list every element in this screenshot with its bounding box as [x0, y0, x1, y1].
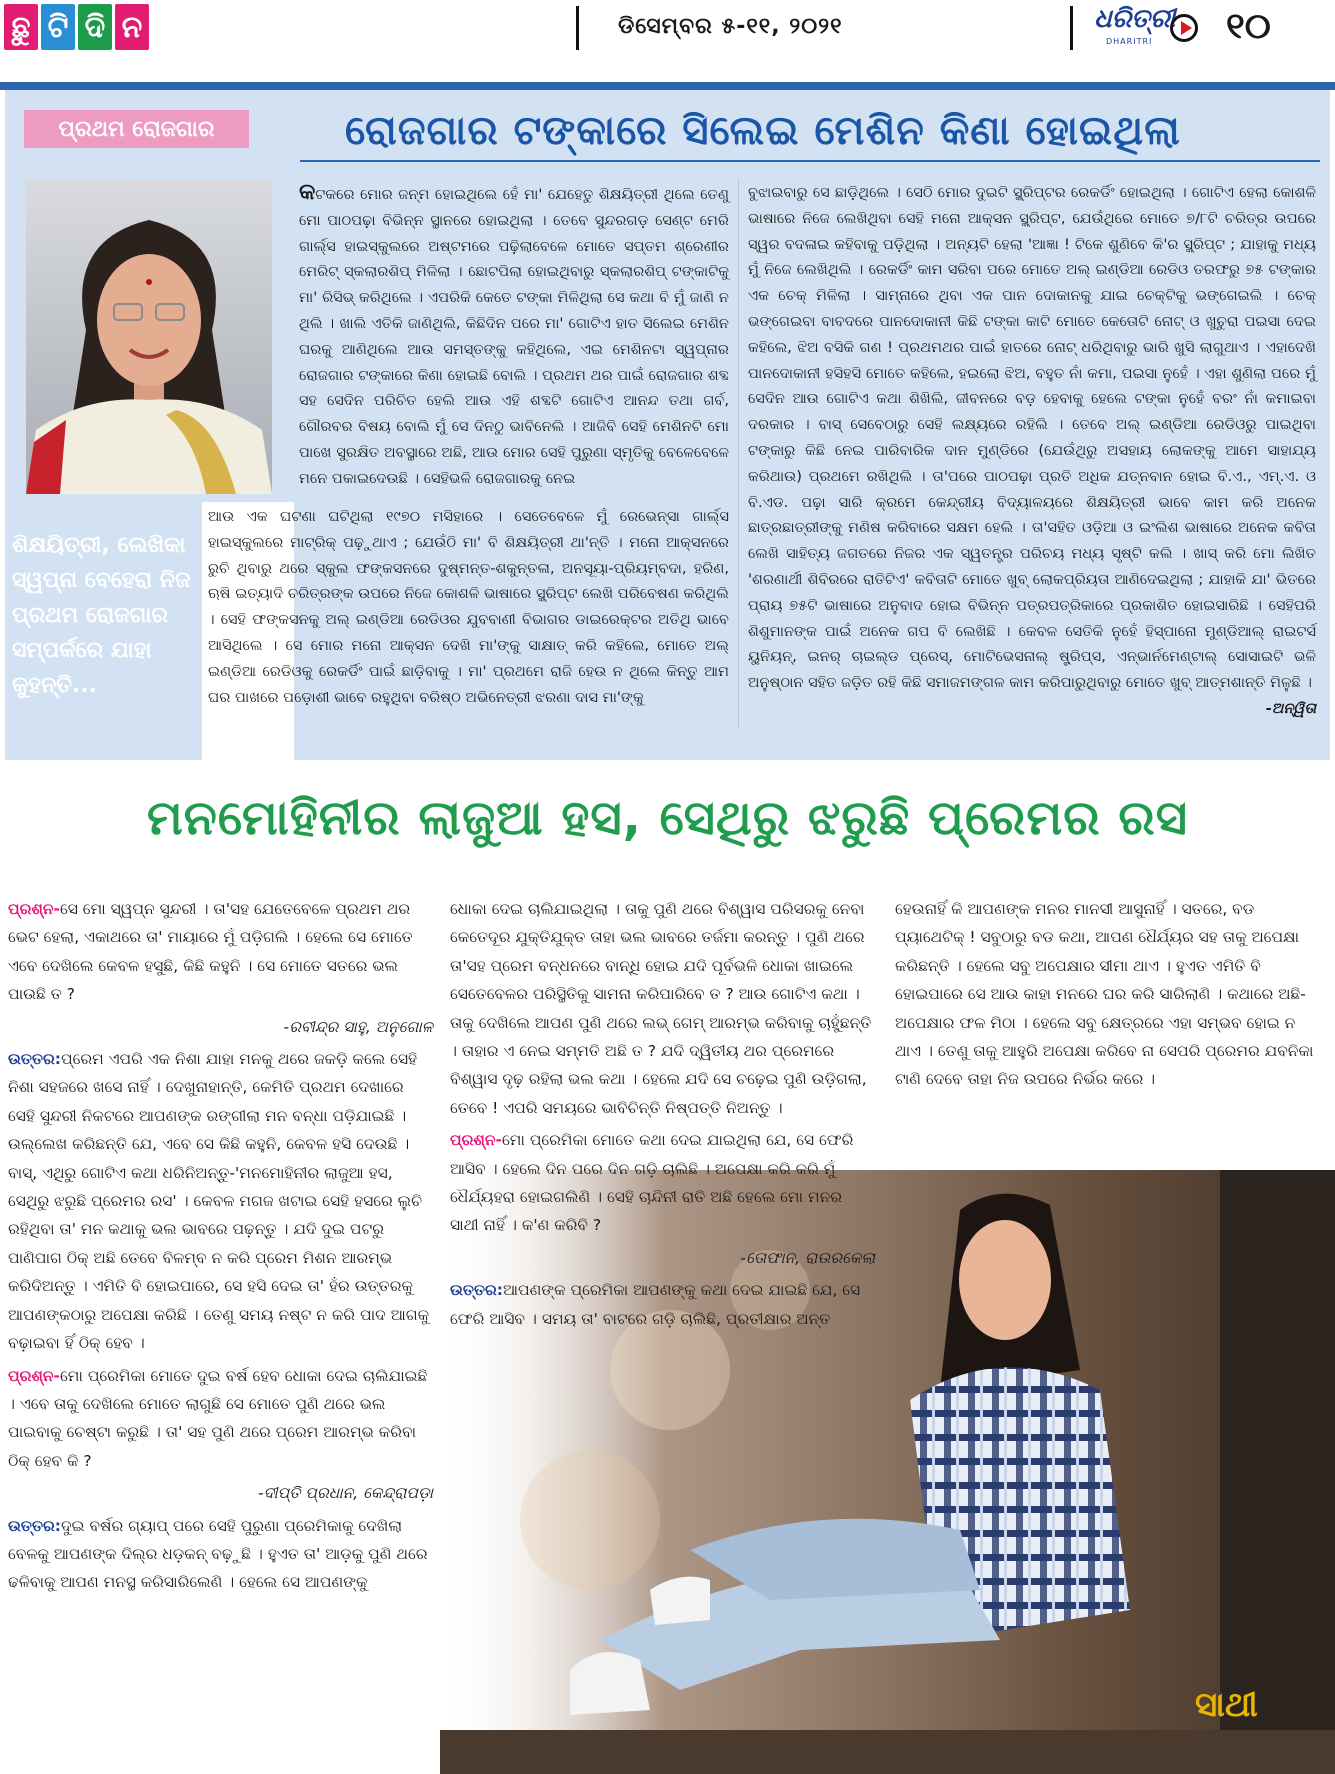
answer-label: ଉତ୍ତର: [8, 1516, 61, 1535]
column-divider [738, 178, 739, 728]
question-text: ମୋ ପ୍ରେମିକା ମୋତେ କଥା ଦେଇ ଯାଇଥିଲା ଯେ, ସେ ଫେରି ଆସିବ । ହେଲେ ଦିନ ପରେ ଦିନ ଗଡ଼ି ଚାଲିଛି । ଅପେକ୍ଷା କରି କରି ମୁଁ ଧୈର୍ଯ୍ୟହରା ହୋଇଗଲିଣି । ସେହି ଚାନ୍ଦିନୀ ରାତି ଅଛି ହେଲେ ମୋ ମନର ସାଥୀ ନାହିଁ । କ'ଣ କରିବି ? [450, 1131, 854, 1235]
article-column-1a [299, 180, 729, 492]
column-name: ସାଥୀ [1195, 1685, 1258, 1725]
section-logo-letter: ଟି [41, 4, 75, 50]
author-caption: ଶିକ୍ଷୟିତ୍ରୀ, ଲେଖିକା ସ୍ୱପ୍ନା ବେହେରା ନିଜ ପ୍ରଥମ ରୋଜଗାର ସମ୍ପର୍କରେ ଯାହା କୁହନ୍ତି... [12, 533, 191, 698]
article-body: ବୁଝାଇବାରୁ ସେ ଛାଡ଼ିଥିଲେ । ସେଠି ମୋର ଦୁଇଟି ସ୍କ୍ରିପ୍ଟର ରେକର୍ଡିଂ ହୋଇଥିଲା । ଗୋଟିଏ ହେଲା କୋଶଳି ଭାଷାରେ ନିଜେ ଲେଖିଥିବା ସେହି ମନୋ ଆକ୍ସନ ସ୍କ୍ରିପ୍ଟ, ଯେଉଁଥିରେ ମୋତେ ୭/୮ଟି ଚରିତ୍ର ଉପରେ ସ୍ୱର ବଦଳାଇ କହିବାକୁ ପଡ଼ିଥିଲା । ଅନ୍ୟଟି ହେଲା 'ଆଜ୍ଞା ! ଟିକେ ଶୁଣିବେ କି'ର ସ୍କ୍ରିପ୍ଟ ; ଯାହାକୁ ମଧ୍ୟ ମୁଁ ନିଜେ ଲେଖିଥିଲି । ରେକର୍ଡିଂ କାମ ସରିବା ପରେ ମୋତେ ଅଲ୍ ଇଣ୍ଡିଆ ରେଡିଓ ତରଫରୁ ୭୫ ଟଙ୍କାର ଏକ ଚେକ୍ ମିଳିଲା । ସାମ୍ନାରେ ଥିବା ଏକ ପାନ ଦୋକାନକୁ ଯାଇ ଚେକ୍‌ଟିକୁ ଭଙ୍ଗେଇଲି । ଚେକ୍ ଭଙ୍ଗେଇବା ବାବଦରେ ପାନଦୋକାନୀ କିଛି ଟଙ୍କା କାଟି ମୋତେ କେତୋଟି ନୋଟ୍ ଓ ଖୁଚୁରା ପଇସା ଦେଇ କହିଲେ, ଝିଅ ବସିକି ଗଣ ! ପ୍ରଥମଥର ପାଇଁ ହାତରେ ନୋଟ୍ ଧରିଥିବାରୁ ଭାରି ଖୁସି ଲାଗୁଥାଏ । ଏହାଦେଖି ପାନଦୋକାନୀ ହସିହସି ମୋତେ କହିଲେ, ହଇଲୋ ଝିଅ, ବହୁତ ନାଁ କମା, ପଇସା ନୁହେଁ । ଏହା ଶୁଣିଲା ପରେ ମୁଁ ସେଦିନ ଆଉ ଗୋଟିଏ କଥା ଶିଖିଲି, ଜୀବନରେ ବଡ଼ ହେବାକୁ ହେଲେ ଟଙ୍କା ନୁହେଁ ବରଂ ନାଁ କମାଇବା ଦରକାର । ବାସ୍ ସେବେଠାରୁ ସେହି ଲକ୍ଷ୍ୟରେ ରହିଲି । ତେବେ ଅଲ୍ ଇଣ୍ଡିଆ ରେଡିଓରୁ ପାଇଥିବା ଟଙ୍କାରୁ କିଛି ନେଇ ପାରିବାରିକ ଦାନ ମୁଣ୍ଡିରେ (ଯେଉଁଥିରୁ ଅସହାୟ ଲୋକଙ୍କୁ ଆମେ ସାହାଯ୍ୟ କରିଥାଉ) ପ୍ରଥମେ ରଖିଥିଲି । ତା'ପରେ ପାଠପଢ଼ା ପ୍ରତି ଅଧିକ ଯତ୍ନବାନ ହୋଇ ବି.ଏ., ଏମ୍.ଏ. ଓ ବି.ଏଡ. ପଢ଼ା ସାରି କ୍ରମେ କେନ୍ଦ୍ରୀୟ ବିଦ୍ୟାଳୟରେ ଶିକ୍ଷୟିତ୍ରୀ ଭାବେ କାମ କରି ଅନେକ ଛାତ୍ରଛାତ୍ରୀଙ୍କୁ ମଣିଷ କରିବାରେ ସକ୍ଷମ ହେଲି । ତା'ସହିତ ଓଡ଼ିଆ ଓ ଇଂଲିଶ ଭାଷାରେ ଅନେକ କବିତା ଲେଖି ସାହିତ୍ୟ ଜଗତରେ ନିଜର ଏକ ସ୍ୱତନ୍ତ୍ର ପରିଚୟ ମଧ୍ୟ ସୃଷ୍ଟି କଲି । ଖାସ୍ କରି ମୋ ଲିଖିତ 'ଶରଣାର୍ଥୀ ଶିବିରରେ ରାତିଟିଏ' କବିତାଟି ମୋତେ ଖୁବ୍ ଲୋକପ୍ରିୟତା ଆଣିଦେଇଥିଲା ; ଯାହାକି ଯା' ଭିତରେ ପ୍ରାୟ ୭୫ଟି ଭାଷାରେ ଅନୁବାଦ ହୋଇ ବିଭିନ୍ନ ପତ୍ରପତ୍ରିକାରେ ପ୍ରକାଶିତ ହୋଇସାରିଛି । ସେହିପରି ଶିଶୁମାନଙ୍କ ପାଇଁ ଅନେକ ଗପ ବି ଲେଖିଛି । କେବଳ ସେତିକି ନୁହେଁ ହିସ୍ପାନୋ ମୁଣ୍ଡିଆଲ୍ ରାଇଟର୍ସ ୟୁନିୟନ୍, ଇନର୍ ଚାଇଲ୍ଡ ପ୍ରେସ୍, ମୋଟିଭେସନାଲ୍ ଷ୍ଟ୍ରିପ୍ସ, ଏନ୍‌ଭାର୍ନମେଣ୍ଟାଲ୍ ସୋସାଇଟି ଭଳି ଅନୁଷ୍ଠାନ ସହିତ ଜଡ଼ିତ ରହି କିଛି ସମାଜମଙ୍ଗଳ କାମ କରିପାରୁଥିବାରୁ ମୋତେ ଖୁବ୍ ଆତ୍ମଶାନ୍ତି ମିଳୁଛି । [748, 184, 1316, 692]
answer-label: ଉତ୍ତର: [8, 1050, 61, 1069]
header-rule [0, 82, 1335, 90]
question-label: ପ୍ରଶ୍ନ- [8, 900, 60, 918]
article-tag: ପ୍ରଥମ ରୋଜଗାର [24, 110, 249, 148]
issue-date: ଡିସେମ୍ବର ୫-୧୧, ୨୦୨୧ [618, 14, 843, 39]
advice-column-2 [450, 895, 875, 1337]
masthead [0, 0, 1335, 56]
reader-signature: -ରବୀନ୍ଦ୍ର ସାହୁ, ଅନୁଗୋଳ [283, 1017, 433, 1036]
answer-text: ହେଉନାହିଁ କି ଆପଣଙ୍କ ମନର ମାନସୀ ଆସୁନାହିଁ । ସତରେ, ବଡ ପ୍ୟାଥେଟିକ୍ ! ସବୁଠାରୁ ବଡ କଥା, ଆପଣ ଧୈର୍ଯ୍ୟର ସହ ତାକୁ ଅପେକ୍ଷା କରିଛନ୍ତି । ହେଲେ ସବୁ ଅପେକ୍ଷାର ସୀମା ଥାଏ । ହୁଏତ ଏମିତି ବି ହୋଇପାରେ ସେ ଆଉ କାହା ମନରେ ଘର କରି ସାରିଲାଣି । କଥାରେ ଅଛି-ଅପେକ୍ଷାର ଫଳ ମିଠା । ହେଲେ ସବୁ କ୍ଷେତ୍ରରେ ଏହା ସମ୍ଭବ ହୋଇ ନ ଥାଏ । ତେଣୁ ତାକୁ ଆହୁରି ଅପେକ୍ଷା କରିବେ ନା ସେପରି ପ୍ରେମର ଯବନିକା ଟାଣି ଦେବେ ତାହା ନିଜ ଉପରେ ନିର୍ଭର କରେ । [895, 900, 1314, 1089]
headline-rule [300, 160, 1320, 162]
answer-text: ଆପଣଙ୍କ ପ୍ରେମିକା ଆପଣଙ୍କୁ କଥା ଦେଇ ଯାଇଛି ଯେ, ସେ ଫେରି ଆସିବ । ସମୟ ତା' ବାଟରେ ଗଡ଼ି ଚାଲିଛି, ପ୍ରତୀକ୍ଷାର ଅନ୍ତ [450, 1281, 861, 1328]
newspaper-logo: ଧରିତ୍ରୀ [1094, 4, 1176, 34]
answer-text: ଦୁଇ ବର୍ଷର ଗ୍ୟାପ୍ ପରେ ସେହି ପୁରୁଣା ପ୍ରେମିକାକୁ ଦେଖିଲା ବେଳକୁ ଆପଣଙ୍କ ଦିଲ୍‌ର ଧଡ଼କନ୍ ବଢ଼ୁଛି । ହୁଏତ ତା' ଆଡ଼କୁ ପୁଣି ଥରେ ଢଳିବାକୁ ଆପଣ ମନସ୍ଥ କରିସାରିଲେଣି । ହେଲେ ସେ ଆପଣଙ୍କୁ [8, 1516, 428, 1592]
answer-text: ପ୍ରେମ ଏପରି ଏକ ନିଶା ଯାହା ମନକୁ ଥରେ ଜକଡ଼ି କଲେ ସେହି ନିଶା ସହଜରେ ଖସେ ନାହିଁ । ଦେଖୁନାହାନ୍ତି, କେମିତି ପ୍ରଥମ ଦେଖାରେ ସେହି ସୁନ୍ଦରୀ ନିକଟରେ ଆପଣଙ୍କ ରଙ୍ଗୀଲା ମନ ବନ୍ଧା ପଡ଼ିଯାଇଛି । ଉଲ୍ଲେଖ କରିଛନ୍ତି ଯେ, ଏବେ ସେ କିଛି କହୁନି, କେବଳ ହସି ଦେଉଛି । ବାସ୍, ଏଥିରୁ ଗୋଟିଏ କଥା ଧରିନିଅନ୍ତୁ-'ମନମୋହିନୀର ଲାଜୁଆ ହସ, ସେଥିରୁ ଝରୁଛି ପ୍ରେମର ରସ' । କେବଳ ମଗଜ ଖଟାଇ ସେହି ହସରେ ଲୁଚି ରହିଥିବା ତା' ମନ କଥାକୁ ଭଲ ଭାବରେ ପଢ଼ନ୍ତୁ । ଯଦି ଦୁଇ ପଟରୁ ପାଣିପାଗ ଠିକ୍ ଅଛି ତେବେ ବିଳମ୍ବ ନ କରି ପ୍ରେମ ମିଶନ ଆରମ୍ଭ କରିଦିଅନ୍ତୁ । ଏମିତି ବି ହୋଇପାରେ, ସେ ହସି ଦେଇ ତା' ହଁର ଉତ୍ତରକୁ ଆପଣଙ୍କଠାରୁ ଅପେକ୍ଷା କରିଛି । ତେଣୁ ସମୟ ନଷ୍ଟ ନ କରି ପାଦ ଆଗକୁ ବଢ଼ାଇବା ହିଁ ଠିକ୍ ହେବ । [8, 1050, 430, 1353]
article-headline: ରୋଜଗାର ଟଙ୍କାରେ ସିଲେଇ ମେଶିନ କିଣା ହୋଇଥିଲା [345, 108, 1181, 154]
newspaper-logo-subtitle: DHARITRI [1106, 37, 1153, 46]
reader-signature: -ଦୀପ୍ତି ପ୍ରଧାନ, କେନ୍ଦ୍ରାପଡ଼ା [258, 1484, 433, 1503]
advice-headline: ମନମୋହିନୀର ଲାଜୁଆ ହସ, ସେଥିରୁ ଝରୁଛି ପ୍ରେମର ରସ [146, 790, 1189, 846]
section-logo [4, 4, 149, 50]
question-label: ପ୍ରଶ୍ନ- [8, 1366, 60, 1385]
play-icon [1170, 14, 1198, 42]
answer-label: ଉତ୍ତର: [450, 1281, 503, 1300]
section-logo-letter: ଦି [78, 4, 112, 50]
article-signature: -ଅନ୍ୱିତା [1265, 699, 1316, 717]
advice-column-1 [8, 895, 433, 1601]
page-number: ୧୦ [1226, 6, 1271, 47]
header-divider [1070, 6, 1073, 50]
author-portrait [26, 180, 272, 494]
article-body: ଆଉ ଏକ ଘଟଣା ଘଟିଥିଲା ୧୯୭୦ ମସିହାରେ । ସେତେବେଳେ ମୁଁ ରେଭେନ୍ସା ଗାର୍ଲ୍ସ ହାଇସ୍କୁଲରେ ମାଟ୍ରିକ୍ ପଢ଼ୁଥାଏ ; ଯେଉଁଠି ମା' ବି ଶିକ୍ଷୟିତ୍ରୀ ଥା'ନ୍ତି । ମନୋ ଆକ୍ସନରେ ରୁଚି ଥିବାରୁ ଥରେ ସ୍କୁଲ ଫଙ୍କସନରେ ଦୁଷ୍ମନ୍ତ-ଶକୁନ୍ତଳା, ଅନସୂୟା-ପ୍ରିୟମ୍ବଦା, ହରିଣ, ଋଷି ଇତ୍ୟାଦି ଚରିତ୍ରଙ୍କ ଉପରେ ନିଜେ କୋଶଳି ଭାଷାରେ ସ୍କ୍ରିପ୍ଟ ଲେଖି ପରିବେଷଣ କରିଥିଲି । ସେହି ଫଙ୍କସନକୁ ଅଲ୍ ଇଣ୍ଡିଆ ରେଡିଓର ଯୁବବାଣୀ ବିଭାଗର ଡାଇରେକ୍ଟର ଅତିଥି ଭାବେ ଆସିଥିଲେ । ସେ ମୋର ମନୋ ଆକ୍ସନ ଦେଖି ମା'ଙ୍କୁ ସାକ୍ଷାତ୍ କରି କହିଲେ, ମୋତେ ଅଲ୍ ଇଣ୍ଡିଆ ରେଡିଓକୁ ରେକର୍ଡିଂ ପାଇଁ ଛାଡ଼ିବାକୁ । ମା' ପ୍ରଥମେ ରାଜି ହେଉ ନ ଥିଲେ କିନ୍ତୁ ଆମ ଘର ପାଖରେ ପଡ଼ୋଶୀ ଭାବେ ରହୁଥିବା ବରିଷ୍ଠ ଅଭିନେତ୍ରୀ ଝରଣା ଦାସ ମା'ଙ୍କୁ [208, 508, 729, 706]
article-body: ଟକରେ ମୋର ଜନ୍ମ ହୋଇଥିଲେ ହେଁ ମା' ଯେହେତୁ ଶିକ୍ଷୟିତ୍ରୀ ଥିଲେ ତେଣୁ ମୋ ପାଠପଢ଼ା ବିଭିନ୍ନ ସ୍ଥାନରେ ହୋଇଥିଲା । ତେବେ ସୁନ୍ଦରଗଡ଼ ସେଣ୍ଟ ମେରି ଗାର୍ଲ୍ସ ହାଇସ୍କୁଲରେ ଅଷ୍ଟମରେ ପଢ଼ିଲାବେଳେ ମୋତେ ସପ୍ତମ ଶ୍ରେଣୀର ମେରିଟ୍ ସ୍କଲାରଶିପ୍ ମିଳିଲା । ଛୋଟପିଲା ହୋଇଥିବାରୁ ସ୍କଲାରଶିପ୍ ଟଙ୍କାଟିକୁ ମା' ରିସିଭ୍ କରିଥିଲେ । ଏପରିକି କେତେ ଟଙ୍କା ମିଳିଥିଲା ସେ କଥା ବି ମୁଁ ଜାଣି ନ ଥିଲି । ଖାଲି ଏତିକି ଜାଣିଥିଲି, କିଛିଦିନ ପରେ ମା' ଗୋଟିଏ ହାତ ସିଲେଇ ମେଶିନ ଘରକୁ ଆଣିଥିଲେ ଆଉ ସମସ୍ତଙ୍କୁ କହିଥିଲେ, ଏଇ ମେଶିନଟା ସ୍ୱପ୍ନାର ରୋଜଗାର ଟଙ୍କାରେ କିଣା ହୋଇଛି ବୋଲି । ପ୍ରଥମ ଥର ପାଇଁ ରୋଜଗାର ଶବ୍ଦ ସହ ସେଦିନ ପରିଚିତ ହେଲି ଆଉ ଏହି ଶବ୍ଦଟି ଗୋଟିଏ ଆନନ୍ଦ ତଥା ଗର୍ବ, ଗୌରବର ବିଷୟ ବୋଲି ମୁଁ ସେ ଦିନଠୁ ଭାବିନେଲି । ଆଜିବି ସେହି ମେଶିନଟି ମୋ ପାଖେ ସୁରକ୍ଷିତ ଅବସ୍ଥାରେ ଅଛି, ଆଉ ମୋର ସେହି ପୁରୁଣା ସ୍ମୃତିକୁ ବେଳେବେଳେ ମନେ ପକାଇଦେଉଛି । ସେହିଭଳି ରୋଜଗାରକୁ ନେଇ [299, 186, 729, 487]
question-text: ସେ ମୋ ସ୍ୱପ୍ନ ସୁନ୍ଦରୀ । ତା'ସହ ଯେତେବେଳେ ପ୍ରଥମ ଥର ଭେଟ ହେଲା, ଏକାଥରେ ତା' ମାୟାରେ ମୁଁ ପଡ଼ିଗଲି । ହେଲେ ସେ ମୋତେ ଏବେ ଦେଖିଲେ କେବଳ ହସୁଛି, କିଛି କହୁନି । ସେ ମୋତେ ସତରେ ଭଲ ପାଉଛି ତ ? [8, 900, 413, 1004]
article-column-1b [208, 504, 729, 710]
question-text: ମୋ ପ୍ରେମିକା ମୋତେ ଦୁଇ ବର୍ଷ ହେବ ଧୋକା ଦେଇ ଚାଲିଯାଇଛି । ଏବେ ତାକୁ ଦେଖିଲେ ମୋତେ ଲାଗୁଛି ସେ ମୋତେ ପୁଣି ଥରେ ଭଲ ପାଇବାକୁ ଚେଷ୍ଟା କରୁଛି । ତା' ସହ ପୁଣି ଥରେ ପ୍ରେମ ଆରମ୍ଭ କରିବା ଠିକ୍ ହେବ କି ? [8, 1366, 428, 1470]
header-divider [576, 6, 579, 50]
reader-signature: -ତୋଫାନ, ରାଉରକେଲା [740, 1248, 875, 1267]
advice-column-3 [895, 895, 1320, 1098]
answer-text: ଧୋକା ଦେଇ ଚାଲିଯାଇଥିଲା । ତାକୁ ପୁଣି ଥରେ ବିଶ୍ୱାସ ପରିସରକୁ ନେବା କେତେଦୂର ଯୁକ୍ତିଯୁକ୍ତ ତାହା ଭଲ ଭାବରେ ତର୍ଜମା କରନ୍ତୁ । ପୁଣି ଥରେ ତା'ସହ ପ୍ରେମ ବନ୍ଧନରେ ବାନ୍ଧି ହୋଇ ଯଦି ପୂର୍ବଭଳି ଧୋକା ଖାଇଲେ ସେତେବେଳର ପରିସ୍ଥିତିକୁ ସାମନା କରିପାରିବେ ତ ? ଆଉ ଗୋଟିଏ କଥା । ତାକୁ ଦେଖିଲେ ଆପଣ ପୁଣି ଥରେ ଲଭ୍ ଗେମ୍ ଆରମ୍ଭ କରିବାକୁ ଚାହୁଁଛନ୍ତି । ତାହାର ଏ ନେଇ ସମ୍ମତି ଅଛି ତ ? ଯଦି ଦ୍ୱିତୀୟ ଥର ପ୍ରେମରେ ବିଶ୍ୱାସ ଦୃଢ଼ ରହିଲା ଭଲ କଥା । ହେଲେ ଯଦି ସେ ଚଢ଼େଇ ପୁଣି ଉଡ଼ିଗଲା, ତେବେ ! ଏପରି ସମୟରେ ଭାବିଚିନ୍ତି ନିଷ୍ପତ୍ତି ନିଅନ୍ତୁ । [450, 900, 872, 1117]
section-logo-letter: ଛୁ [4, 4, 38, 50]
article-column-2 [748, 180, 1316, 722]
drop-cap: କ [299, 180, 316, 205]
question-label: ପ୍ରଶ୍ନ- [450, 1131, 502, 1150]
section-logo-letter: ନ [115, 4, 149, 50]
